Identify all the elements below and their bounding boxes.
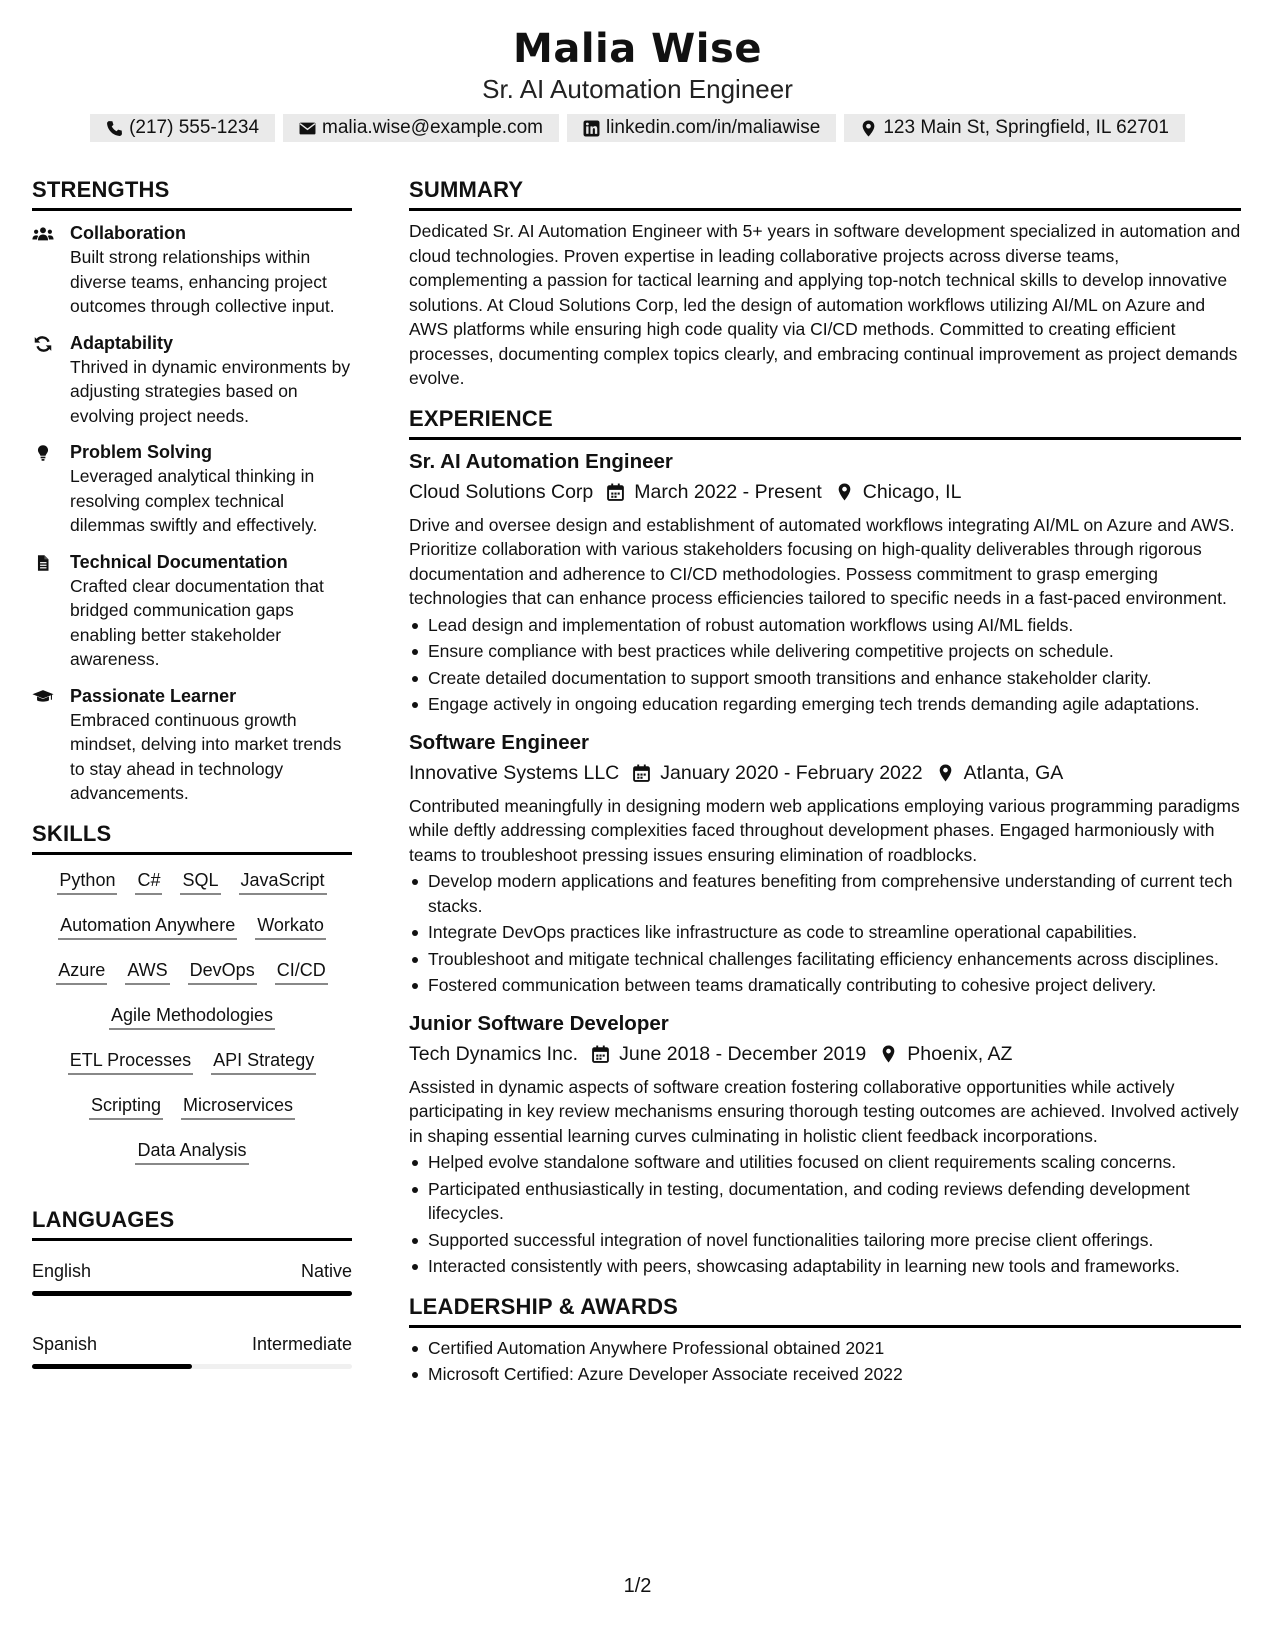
calendar-icon	[607, 483, 624, 501]
skill-tag: Data Analysis	[135, 1137, 248, 1165]
skill-tag: ETL Processes	[68, 1047, 193, 1075]
map-pin-icon	[880, 1045, 897, 1063]
strength-desc: Thrived in dynamic environments by adjusting strategies based on evolving project needs.	[70, 356, 351, 426]
document-icon	[32, 554, 54, 572]
experience-heading: EXPERIENCE	[409, 405, 1241, 440]
right-column	[409, 176, 1241, 1389]
strength-desc: Embraced continuous growth mindset, delving into market trends to stay ahead in technology advancements.	[70, 709, 342, 803]
phone-text: (217) 555-1234	[129, 117, 260, 138]
strength-item	[32, 550, 352, 672]
list-item: Integrate DevOps practices like infrastructure as code to streamline operational capabilities.	[409, 920, 1241, 945]
awards-list	[409, 1336, 1241, 1387]
job-title: Sr. AI Automation Engineer	[409, 449, 673, 473]
strength-title: Problem Solving	[70, 442, 213, 462]
skill-tag: Workato	[255, 912, 326, 940]
strength-desc: Leveraged analytical thinking in resolving complex technical dilemmas swiftly and effectively.	[70, 466, 318, 535]
contact-linkedin[interactable]	[567, 114, 836, 142]
list-item: Create detailed documentation to support smooth transitions and enhance stakeholder clarity.	[409, 666, 1241, 691]
strength-item	[32, 221, 352, 319]
page-number: 1/2	[623, 1575, 652, 1597]
language-proficiency-bar	[32, 1364, 352, 1369]
contact-email[interactable]	[283, 114, 559, 142]
job-description: Contributed meaningfully in designing modern web applications employing various programming paradigms while deftly addressing complexities faced throughout development phases. Engaged harmoniously with teams to troubleshoot pressing issues ensuring elimination of roadblocks.	[409, 795, 1240, 865]
calendar-icon	[633, 764, 650, 782]
strength-desc: Crafted clear documentation that bridged communication gaps enabling better stakeholder awareness.	[70, 575, 324, 669]
skill-tag: Scripting	[89, 1092, 163, 1120]
language-item	[32, 1259, 352, 1296]
skill-tag: Microservices	[181, 1092, 295, 1120]
list-item: Ensure compliance with best practices while delivering competitive projects on schedule.	[409, 639, 1241, 664]
skills-row	[32, 1092, 352, 1137]
list-item: Develop modern applications and features benefiting from comprehensive understanding of current tech stacks.	[409, 869, 1241, 918]
resume-header	[0, 0, 1275, 142]
skills-row	[32, 957, 352, 1002]
list-item: Certified Automation Anywhere Professional obtained 2021	[409, 1336, 1241, 1361]
list-item: Participated enthusiastically in testing, documentation, and coding reviews defending development lifecycles.	[409, 1177, 1241, 1226]
skill-tag: C#	[135, 867, 162, 895]
job-company: Innovative Systems LLC	[409, 761, 620, 784]
skills-row	[32, 1002, 352, 1047]
address-text: 123 Main St, Springfield, IL 62701	[883, 117, 1169, 138]
skills-row	[32, 1137, 352, 1182]
skill-tag: AWS	[125, 957, 169, 985]
skills-row	[32, 912, 352, 957]
left-column	[32, 176, 352, 1405]
linkedin-icon	[583, 120, 600, 137]
candidate-title: Sr. AI Automation Engineer	[482, 74, 793, 104]
skill-tag: Python	[57, 867, 117, 895]
skill-tag: Agile Methodologies	[109, 1002, 275, 1030]
list-item: Lead design and implementation of robust automation workflows using AI/ML fields.	[409, 613, 1241, 638]
job-meta	[409, 758, 1241, 788]
summary-heading: SUMMARY	[409, 176, 1241, 211]
skill-tag: JavaScript	[239, 867, 327, 895]
job-entry	[409, 729, 1241, 998]
contact-address[interactable]	[844, 114, 1185, 142]
language-proficiency-fill	[32, 1291, 352, 1296]
skill-tag: SQL	[180, 867, 220, 895]
skills-row	[32, 1047, 352, 1092]
language-proficiency-fill	[32, 1364, 192, 1369]
strengths-list	[32, 221, 352, 806]
candidate-name: Malia Wise	[513, 26, 762, 72]
skill-tag: API Strategy	[211, 1047, 316, 1075]
list-item: Fostered communication between teams dramatically contributing to cohesive project delivery.	[409, 973, 1241, 998]
list-item: Troubleshoot and mitigate technical challenges facilitating efficiency enhancements across disciplines.	[409, 947, 1241, 972]
strength-title: Collaboration	[70, 223, 186, 243]
strength-desc: Built strong relationships within diverse teams, enhancing project outcomes through collective input.	[70, 247, 335, 316]
list-item: Microsoft Certified: Azure Developer Associate received 2022	[409, 1362, 1241, 1387]
contact-bar	[0, 114, 1275, 142]
languages-list	[32, 1259, 352, 1369]
list-item: Interacted consistently with peers, showcasing adaptability in learning new tools and frameworks.	[409, 1254, 1241, 1279]
job-dates: January 2020 - February 2022	[660, 761, 923, 784]
map-pin-icon	[836, 483, 853, 501]
language-name: Spanish	[32, 1333, 98, 1354]
linkedin-text: linkedin.com/in/maliawise	[605, 117, 821, 138]
job-description: Assisted in dynamic aspects of software creation fostering collaborative opportunities while actively participating in key review mechanisms ensuring thorough testing outcomes are achieved. Involved actively in shaping essential learning curves culminating in holistic client feedback incorporations.	[409, 1076, 1239, 1146]
job-bullets	[409, 613, 1241, 717]
job-bullets	[409, 1150, 1241, 1279]
map-pin-icon	[860, 120, 877, 137]
job-dates: June 2018 - December 2019	[619, 1042, 867, 1065]
graduation-cap-icon	[32, 688, 54, 706]
awards-heading: LEADERSHIP & AWARDS	[409, 1293, 1241, 1328]
skills-heading: SKILLS	[32, 820, 352, 855]
contact-phone[interactable]	[90, 114, 275, 142]
strength-item	[32, 440, 352, 538]
language-level: Intermediate	[251, 1333, 352, 1354]
skill-tag: CI/CD	[275, 957, 328, 985]
strengths-heading: STRENGTHS	[32, 176, 352, 211]
job-location: Atlanta, GA	[963, 761, 1064, 784]
lightbulb-icon	[32, 444, 54, 462]
email-text: malia.wise@example.com	[322, 117, 543, 138]
job-company: Cloud Solutions Corp	[409, 480, 594, 503]
strength-title: Adaptability	[70, 332, 174, 353]
job-description: Drive and oversee design and establishment of automated workflows integrating AI/ML on Azure and AWS. Prioritize collaboration with various stakeholders focusing on high-quality deliverables through rigorous documentation and adherence to CI/CD methodologies. Possess commitment to grasp emerging technologies that can enhance process efficiencies tailored to specific needs in a fast-paced environment.	[409, 514, 1235, 608]
language-level: Native	[300, 1260, 352, 1281]
strength-title: Technical Documentation	[70, 551, 288, 572]
sync-icon	[32, 335, 54, 353]
strength-title: Passionate Learner	[70, 685, 237, 706]
language-proficiency-bar	[32, 1291, 352, 1296]
job-meta	[409, 1039, 1241, 1069]
list-item: Supported successful integration of novel functionalities tailoring more precise client offerings.	[409, 1228, 1241, 1253]
job-meta	[409, 477, 1241, 507]
strength-item	[32, 684, 352, 806]
language-item	[32, 1332, 352, 1369]
calendar-icon	[592, 1045, 609, 1063]
phone-icon	[106, 120, 123, 137]
skill-tag: Automation Anywhere	[58, 912, 237, 940]
languages-heading: LANGUAGES	[32, 1206, 352, 1241]
list-item: Helped evolve standalone software and utilities focused on client requirements scaling concerns.	[409, 1150, 1241, 1175]
skills-row	[32, 867, 352, 912]
skill-tag: DevOps	[188, 957, 257, 985]
job-title: Junior Software Developer	[409, 1011, 669, 1035]
users-icon	[32, 225, 54, 243]
list-item: Engage actively in ongoing education regarding emerging tech trends demanding agile adaptations.	[409, 692, 1241, 717]
skill-tag: Azure	[56, 957, 107, 985]
job-bullets	[409, 869, 1241, 998]
summary-text: Dedicated Sr. AI Automation Engineer with 5+ years in software development specialized in automation and cloud technologies. Proven expertise in leading collaborative projects across diverse teams, complementing a passion for tactical learning and applying top-notch technical skills to develop innovative solutions. At Cloud Solutions Corp, led the design of automation workflows utilizing AI/ML on Azure and AWS platforms while ensuring high code quality via CI/CD methods. Committed to creating efficient processes, documenting complex topics clearly, and embracing continual improvement as project demands evolve.	[409, 221, 1241, 388]
strength-item	[32, 331, 352, 429]
job-title: Software Engineer	[409, 730, 589, 754]
job-company: Tech Dynamics Inc.	[409, 1042, 579, 1065]
job-dates: March 2022 - Present	[634, 480, 822, 503]
job-location: Chicago, IL	[862, 480, 962, 503]
job-location: Phoenix, AZ	[907, 1042, 1013, 1065]
job-entry	[409, 1010, 1241, 1279]
language-name: English	[32, 1260, 92, 1281]
envelope-icon	[299, 120, 316, 137]
job-entry	[409, 448, 1241, 717]
map-pin-icon	[937, 764, 954, 782]
skills-cloud	[32, 867, 352, 1182]
